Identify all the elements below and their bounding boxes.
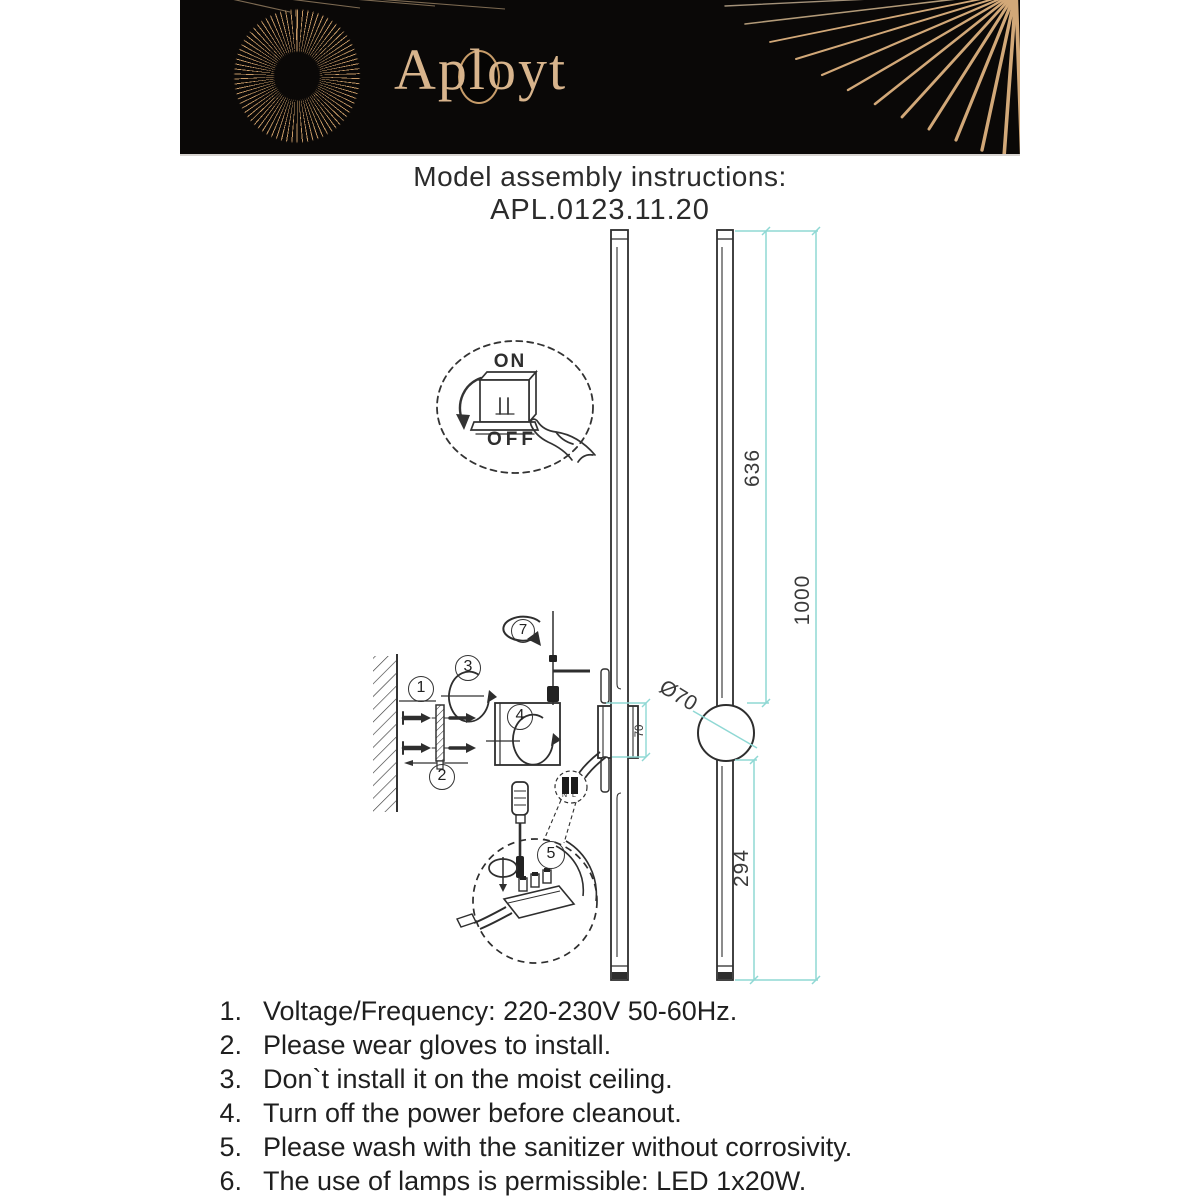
item-number: 5. xyxy=(219,1132,242,1162)
wire-label-l: L xyxy=(572,792,576,799)
corner-rays-right xyxy=(725,0,1020,154)
instruction-list xyxy=(205,996,1005,1200)
item-text: Please wear gloves to install. xyxy=(263,1030,612,1060)
list-item xyxy=(205,1064,1005,1098)
brand-logo-text: Aployt xyxy=(394,37,568,102)
switch-off-label: OFF xyxy=(487,429,537,450)
dimension-label-636: 636 xyxy=(741,448,764,488)
item-number: 3. xyxy=(219,1064,242,1094)
item-text: Turn off the power before cleanout. xyxy=(263,1098,682,1128)
rotation-symbol-5 xyxy=(489,857,517,892)
item-text: Voltage/Frequency: 220-230V 50-60Hz. xyxy=(263,996,738,1026)
terminal-detail xyxy=(457,782,597,963)
list-item xyxy=(205,1166,1005,1200)
dimension-label-diameter: Ø70 xyxy=(655,675,702,716)
wall-plate xyxy=(436,705,444,769)
item-number: 1. xyxy=(219,996,242,1026)
list-item xyxy=(205,1132,1005,1166)
item-number: 6. xyxy=(219,1166,242,1196)
callout-2: 2 xyxy=(429,764,455,790)
terminal-block xyxy=(504,868,574,918)
model-number: APL.0123.11.20 xyxy=(490,194,710,226)
dimension-label-1000: 1000 xyxy=(791,574,814,626)
brand-banner xyxy=(180,0,1020,156)
dimension-label-70: 70 xyxy=(634,724,646,738)
item-number: 4. xyxy=(219,1098,242,1128)
page-title: Model assembly instructions: xyxy=(413,161,787,192)
wire-label-n: N xyxy=(562,792,568,799)
lamp-bar-left xyxy=(598,230,638,980)
list-item xyxy=(205,996,1005,1030)
item-text: The use of lamps is permissible: LED 1x20W. xyxy=(263,1166,807,1196)
callout-5: 5 xyxy=(537,841,565,869)
ball-joint xyxy=(698,705,754,761)
item-text: Don`t install it on the moist ceiling. xyxy=(263,1064,673,1094)
wall-section xyxy=(373,654,397,812)
switch-on-label: ON xyxy=(493,351,527,372)
callout-4: 4 xyxy=(507,704,533,730)
corner-rays-left xyxy=(180,0,505,12)
callout-3: 3 xyxy=(455,655,481,681)
callout-1: 1 xyxy=(408,676,434,702)
dimension-label-294: 294 xyxy=(730,848,753,888)
list-item xyxy=(205,1030,1005,1064)
assembly-diagram xyxy=(180,215,1020,1005)
item-number: 2. xyxy=(219,1030,242,1060)
callout-7: 7 xyxy=(511,619,535,643)
list-item xyxy=(205,1098,1005,1132)
item-text: Please wash with the sanitizer without corrosivity. xyxy=(263,1132,853,1162)
